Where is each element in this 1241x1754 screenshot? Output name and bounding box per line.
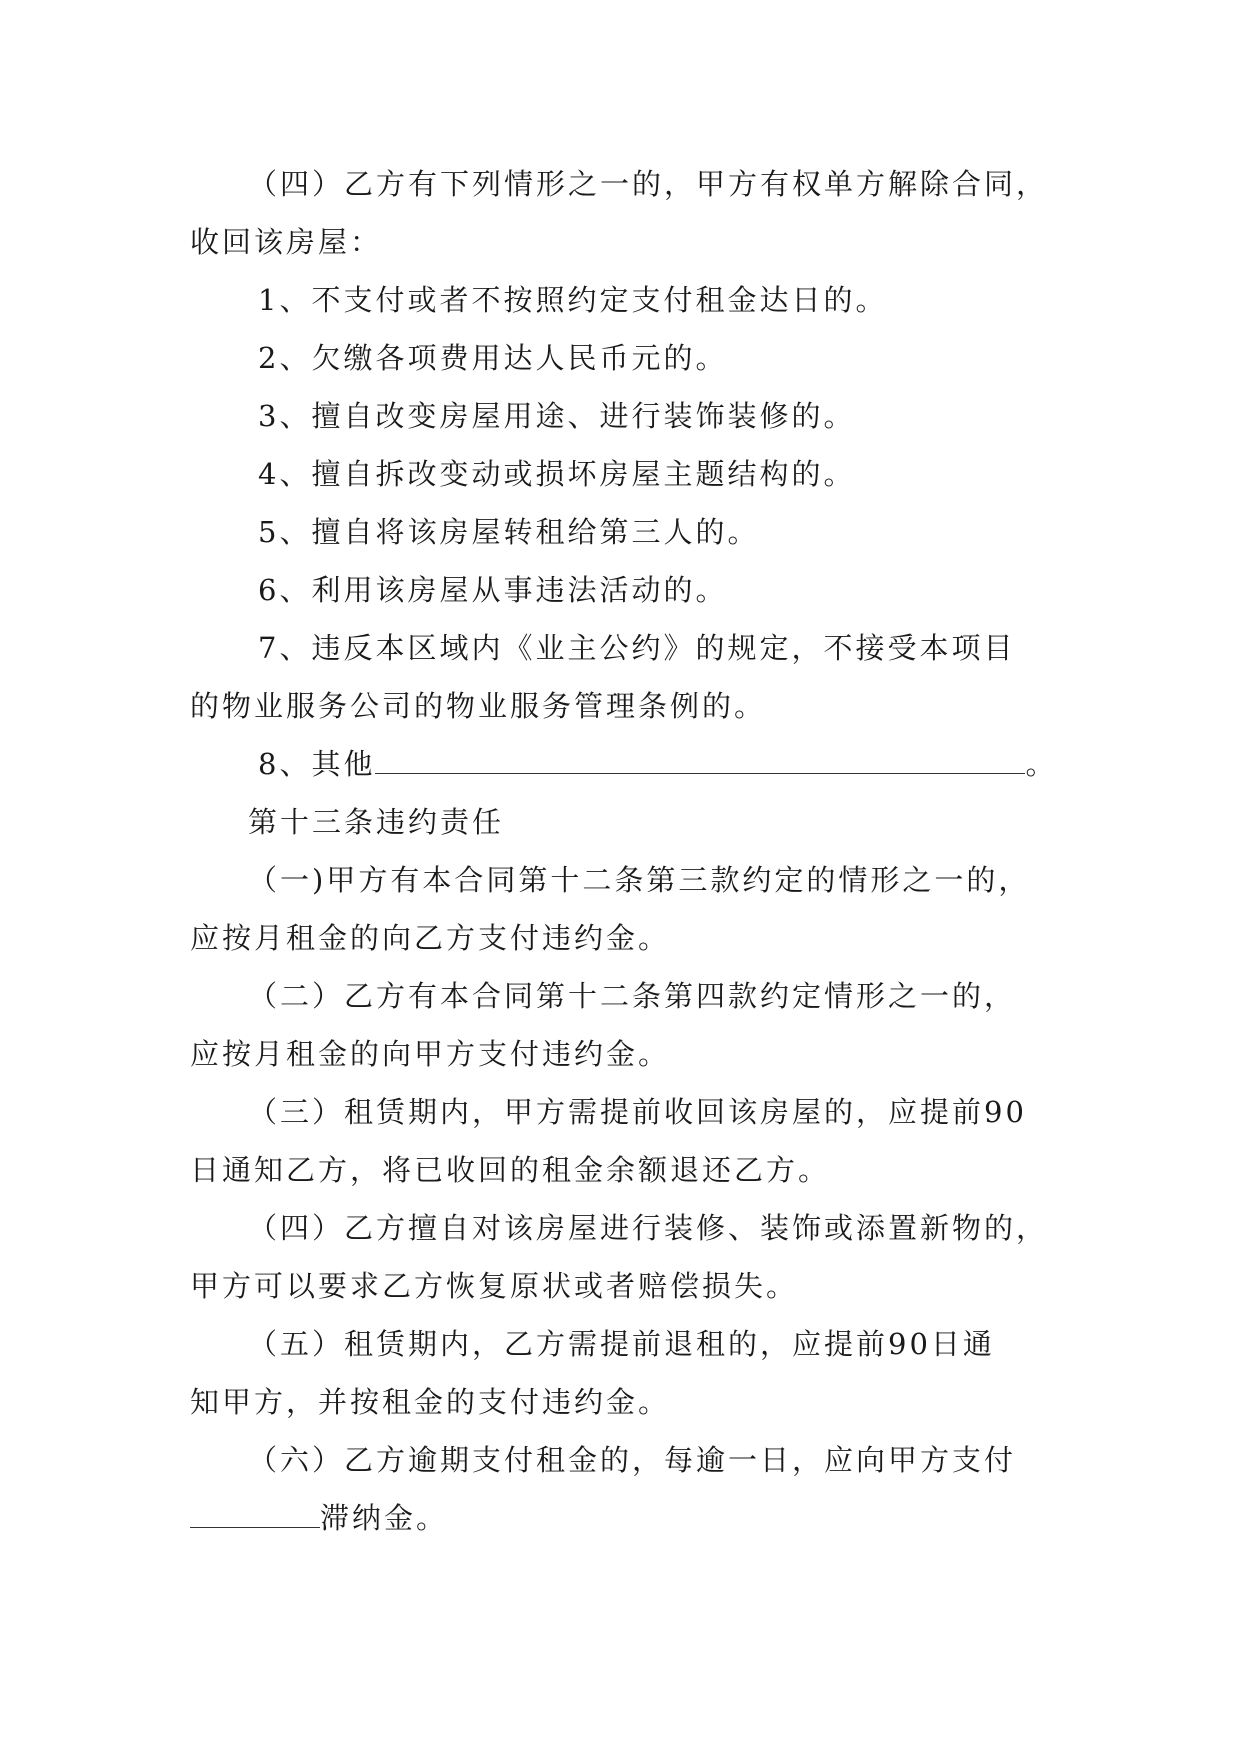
list-item-6: 6、利用该房屋从事违法活动的。: [258, 573, 728, 607]
liability-4-cont: 甲方可以要求乙方恢复原状或者赔偿损失。: [190, 1269, 799, 1303]
fill-in-blank-late-fee: [190, 1493, 320, 1528]
list-item-1: 1、不支付或者不按照约定支付租金达日的。: [258, 283, 888, 317]
article-13-title: 第十三条违约责任: [248, 805, 505, 839]
list-item-2: 2、欠缴各项费用达人民币元的。: [258, 341, 728, 375]
late-fee-label: 滞纳金。: [320, 1501, 449, 1535]
list-item-5: 5、擅自将该房屋转租给第三人的。: [258, 515, 760, 549]
liability-1: （一)甲方有本合同第十二条第三款约定的情形之一的，: [248, 863, 1031, 897]
liability-1-cont: 应按月租金的向乙方支付违约金。: [190, 921, 671, 955]
fill-in-blank-other: [375, 739, 1025, 774]
clause-4-heading-cont: 收回该房屋：: [190, 225, 383, 259]
liability-3: （三）租赁期内，甲方需提前收回该房屋的，应提前90: [248, 1095, 1027, 1129]
list-item-8-label: 8、其他: [258, 747, 376, 781]
liability-6: （六）乙方逾期支付租金的，每逾一日，应向甲方支付: [248, 1443, 1017, 1477]
list-item-4: 4、擅自拆改变动或损坏房屋主题结构的。: [258, 457, 856, 491]
liability-3-cont: 日通知乙方，将已收回的租金余额退还乙方。: [190, 1153, 831, 1187]
document-body: [190, 155, 1058, 1547]
list-item-7: 7、违反本区域内《业主公约》的规定，不接受本项目: [258, 631, 1016, 665]
liability-2: （二）乙方有本合同第十二条第四款约定情形之一的，: [248, 979, 1017, 1013]
liability-2-cont: 应按月租金的向甲方支付违约金。: [190, 1037, 671, 1071]
list-item-7-cont: 的物业服务公司的物业服务管理条例的。: [190, 689, 767, 723]
list-item-8-end: 。: [1025, 747, 1058, 781]
list-item-3: 3、擅自改变房屋用途、进行装饰装修的。: [258, 399, 856, 433]
list-item-8: [190, 735, 1058, 793]
liability-5-cont: 知甲方，并按租金的支付违约金。: [190, 1385, 671, 1419]
liability-6-cont: [190, 1489, 1050, 1547]
liability-5: （五）租赁期内，乙方需提前退租的，应提前90日通: [248, 1327, 995, 1361]
clause-4-heading: （四）乙方有下列情形之一的，甲方有权单方解除合同，: [248, 167, 1049, 201]
liability-4: （四）乙方擅自对该房屋进行装修、装饰或添置新物的，: [248, 1211, 1049, 1245]
